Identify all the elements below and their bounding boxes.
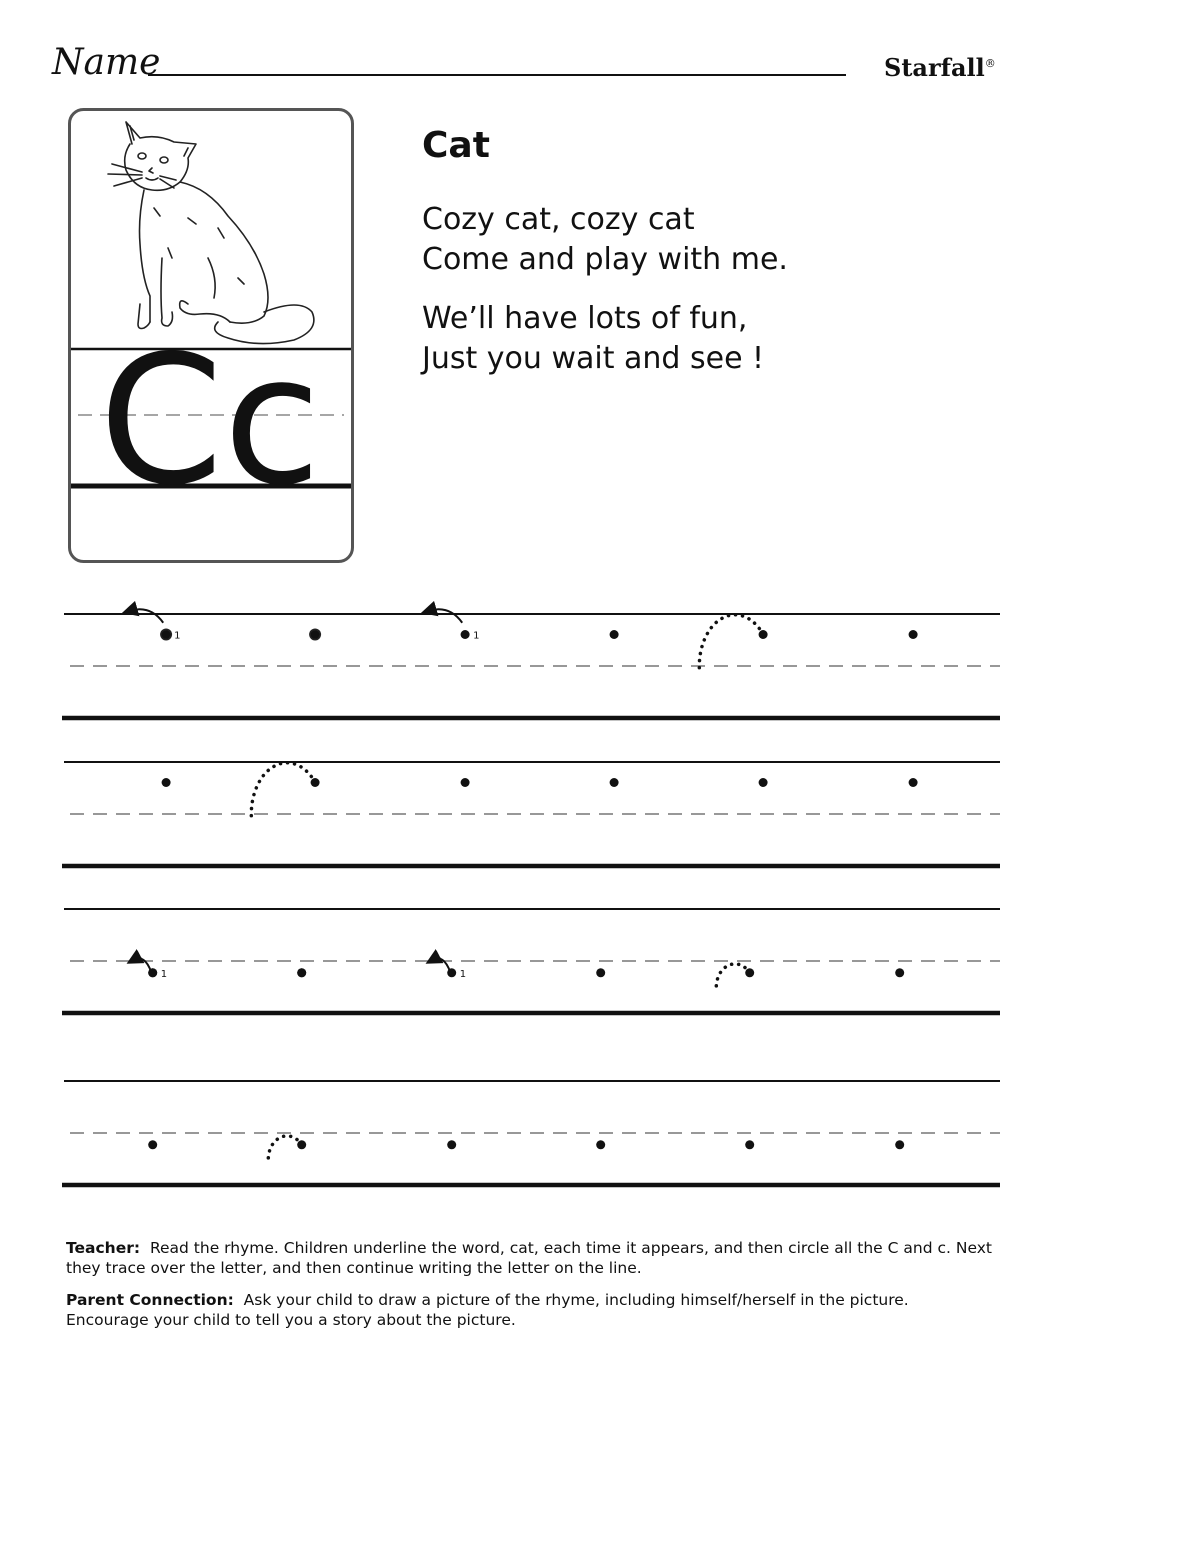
start-dot [311,630,320,639]
start-dot [162,778,171,787]
start-dot [759,778,768,787]
letter-card [68,108,354,563]
start-dot [596,968,605,977]
name-write-line[interactable] [148,74,846,76]
start-dot [909,630,918,639]
start-dot [148,968,157,977]
start-dot [610,778,619,787]
name-label: Name [52,42,161,83]
start-dot [909,778,918,787]
partial-dotted-letter[interactable] [268,1136,301,1163]
start-dot [596,1140,605,1149]
start-dot [745,968,754,977]
direction-arrow-icon [429,609,463,623]
rhyme-stanza-2 [422,299,764,379]
rhyme-line: Come and play with me. [422,242,788,277]
start-dot [895,968,904,977]
parent-label: Parent Connection: [66,1291,234,1309]
stroke-number: 1 [160,968,168,980]
teacher-label: Teacher: [66,1239,141,1257]
start-dot [297,968,306,977]
handwriting-practice [0,590,1200,1210]
parent-text: Ask your child to draw a picture of the rhyme, including himself/herself in the picture. Encourage your child to tell you a story about the picture. [66,1291,909,1329]
start-dot [148,1140,157,1149]
start-dot [447,968,456,977]
starfall-logo [884,48,996,84]
card-letters: Cc [98,317,322,524]
start-dot [461,630,470,639]
start-dot [311,778,320,787]
brand-name: Starfall [884,53,985,82]
start-dot [461,778,470,787]
start-dot [162,630,171,639]
rhyme-line: We’ll have lots of fun, [422,301,748,336]
start-dot [895,1140,904,1149]
practice-row[interactable] [62,909,1000,1013]
partial-dotted-letter[interactable] [699,615,763,674]
direction-arrow-icon [130,609,164,623]
practice-row[interactable] [62,1081,1000,1185]
rhyme-line: Just you wait and see ! [422,341,765,376]
practice-row[interactable] [62,762,1000,866]
start-dot [759,630,768,639]
start-dot [297,1140,306,1149]
partial-dotted-letter[interactable] [251,763,315,822]
start-dot [610,630,619,639]
stroke-number: 1 [473,630,480,642]
parent-note [66,1290,996,1330]
stroke-number: 1 [459,968,467,980]
teacher-note [66,1238,996,1278]
rhyme-line: Cozy cat, cozy cat [422,202,695,237]
rhyme-stanza-1 [422,200,788,280]
stroke-number: 1 [174,630,181,642]
start-dot [447,1140,456,1149]
start-dot [745,1140,754,1149]
teacher-text: Read the rhyme. Children underline the word, cat, each time it appears, and then circle all the C and c. Next they trace over the letter, and then continue writing the letter on the line. [66,1239,992,1277]
registered-mark: ® [984,57,996,70]
practice-row[interactable] [62,614,1000,718]
rhyme-title: Cat [422,125,490,166]
partial-dotted-letter[interactable] [716,964,749,991]
